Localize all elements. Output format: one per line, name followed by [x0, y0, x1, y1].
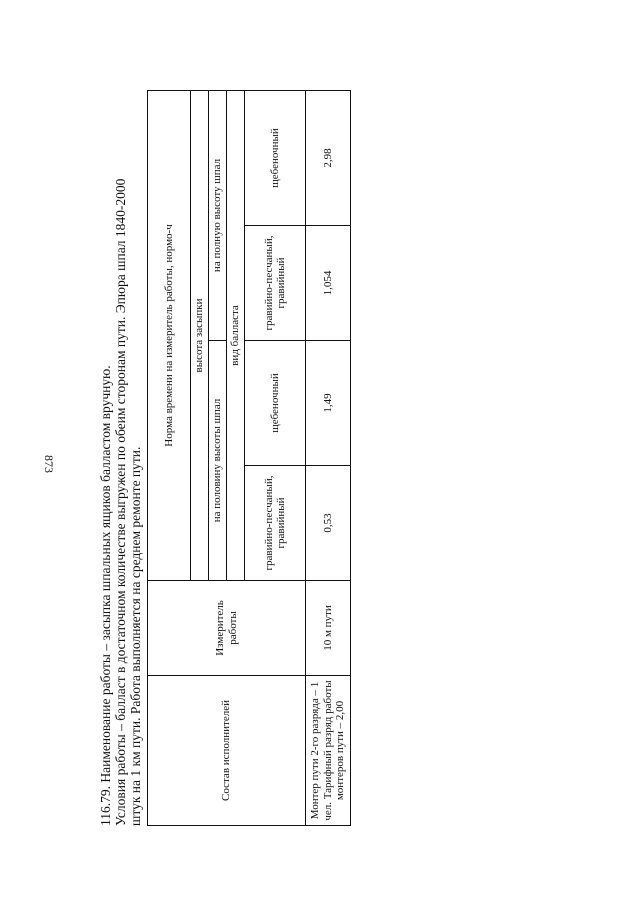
header-performers: Состав исполнителей — [148, 676, 306, 826]
header-norm: Норма времени на измеритель работы, нормо-ч — [148, 90, 191, 580]
conditions-text-line1: Условия работы – балласт в достаточном количестве выгружен по обеим сторонам пути. Эпюра шпал 1840-2000 — [113, 178, 128, 826]
rotated-content — [98, 86, 347, 826]
row-performers: Монтер пути 2-го разряда – 1 чел. Тарифный разряд работы монтеров пути – 2,00 — [306, 676, 351, 826]
value-gravel-half: 0,53 — [306, 466, 351, 581]
header-ballast-type: вид балласта — [227, 90, 245, 580]
header-crushed-full: щебеночный — [245, 90, 306, 225]
header-gravel-full: гравийно-песчаный, гравийный — [245, 226, 306, 341]
header-half-height: на половину высоты шпал — [209, 341, 227, 581]
header-unit: Измеритель работы — [148, 581, 306, 676]
header-gravel-half: гравийно-песчаный, гравийный — [245, 466, 306, 581]
value-gravel-full: 1,054 — [306, 226, 351, 341]
conditions-text-line2: штук на 1 км пути. Работа выполняется на среднем ремонте пути. — [128, 446, 143, 826]
header-full-height: на полную высоту шпал — [209, 90, 227, 340]
row-unit: 10 м пути — [306, 581, 351, 676]
norms-table — [147, 90, 351, 826]
section-heading: 116.79. Наименование работы – засыпка шпальных ящиков балластом вручную. — [98, 365, 113, 826]
header-crushed-half: щебеночный — [245, 341, 306, 466]
value-crushed-full: 2,98 — [306, 90, 351, 225]
page-number: 873 — [42, 455, 56, 473]
value-crushed-half: 1,49 — [306, 341, 351, 466]
header-fill-height: высота засыпки — [191, 90, 209, 580]
